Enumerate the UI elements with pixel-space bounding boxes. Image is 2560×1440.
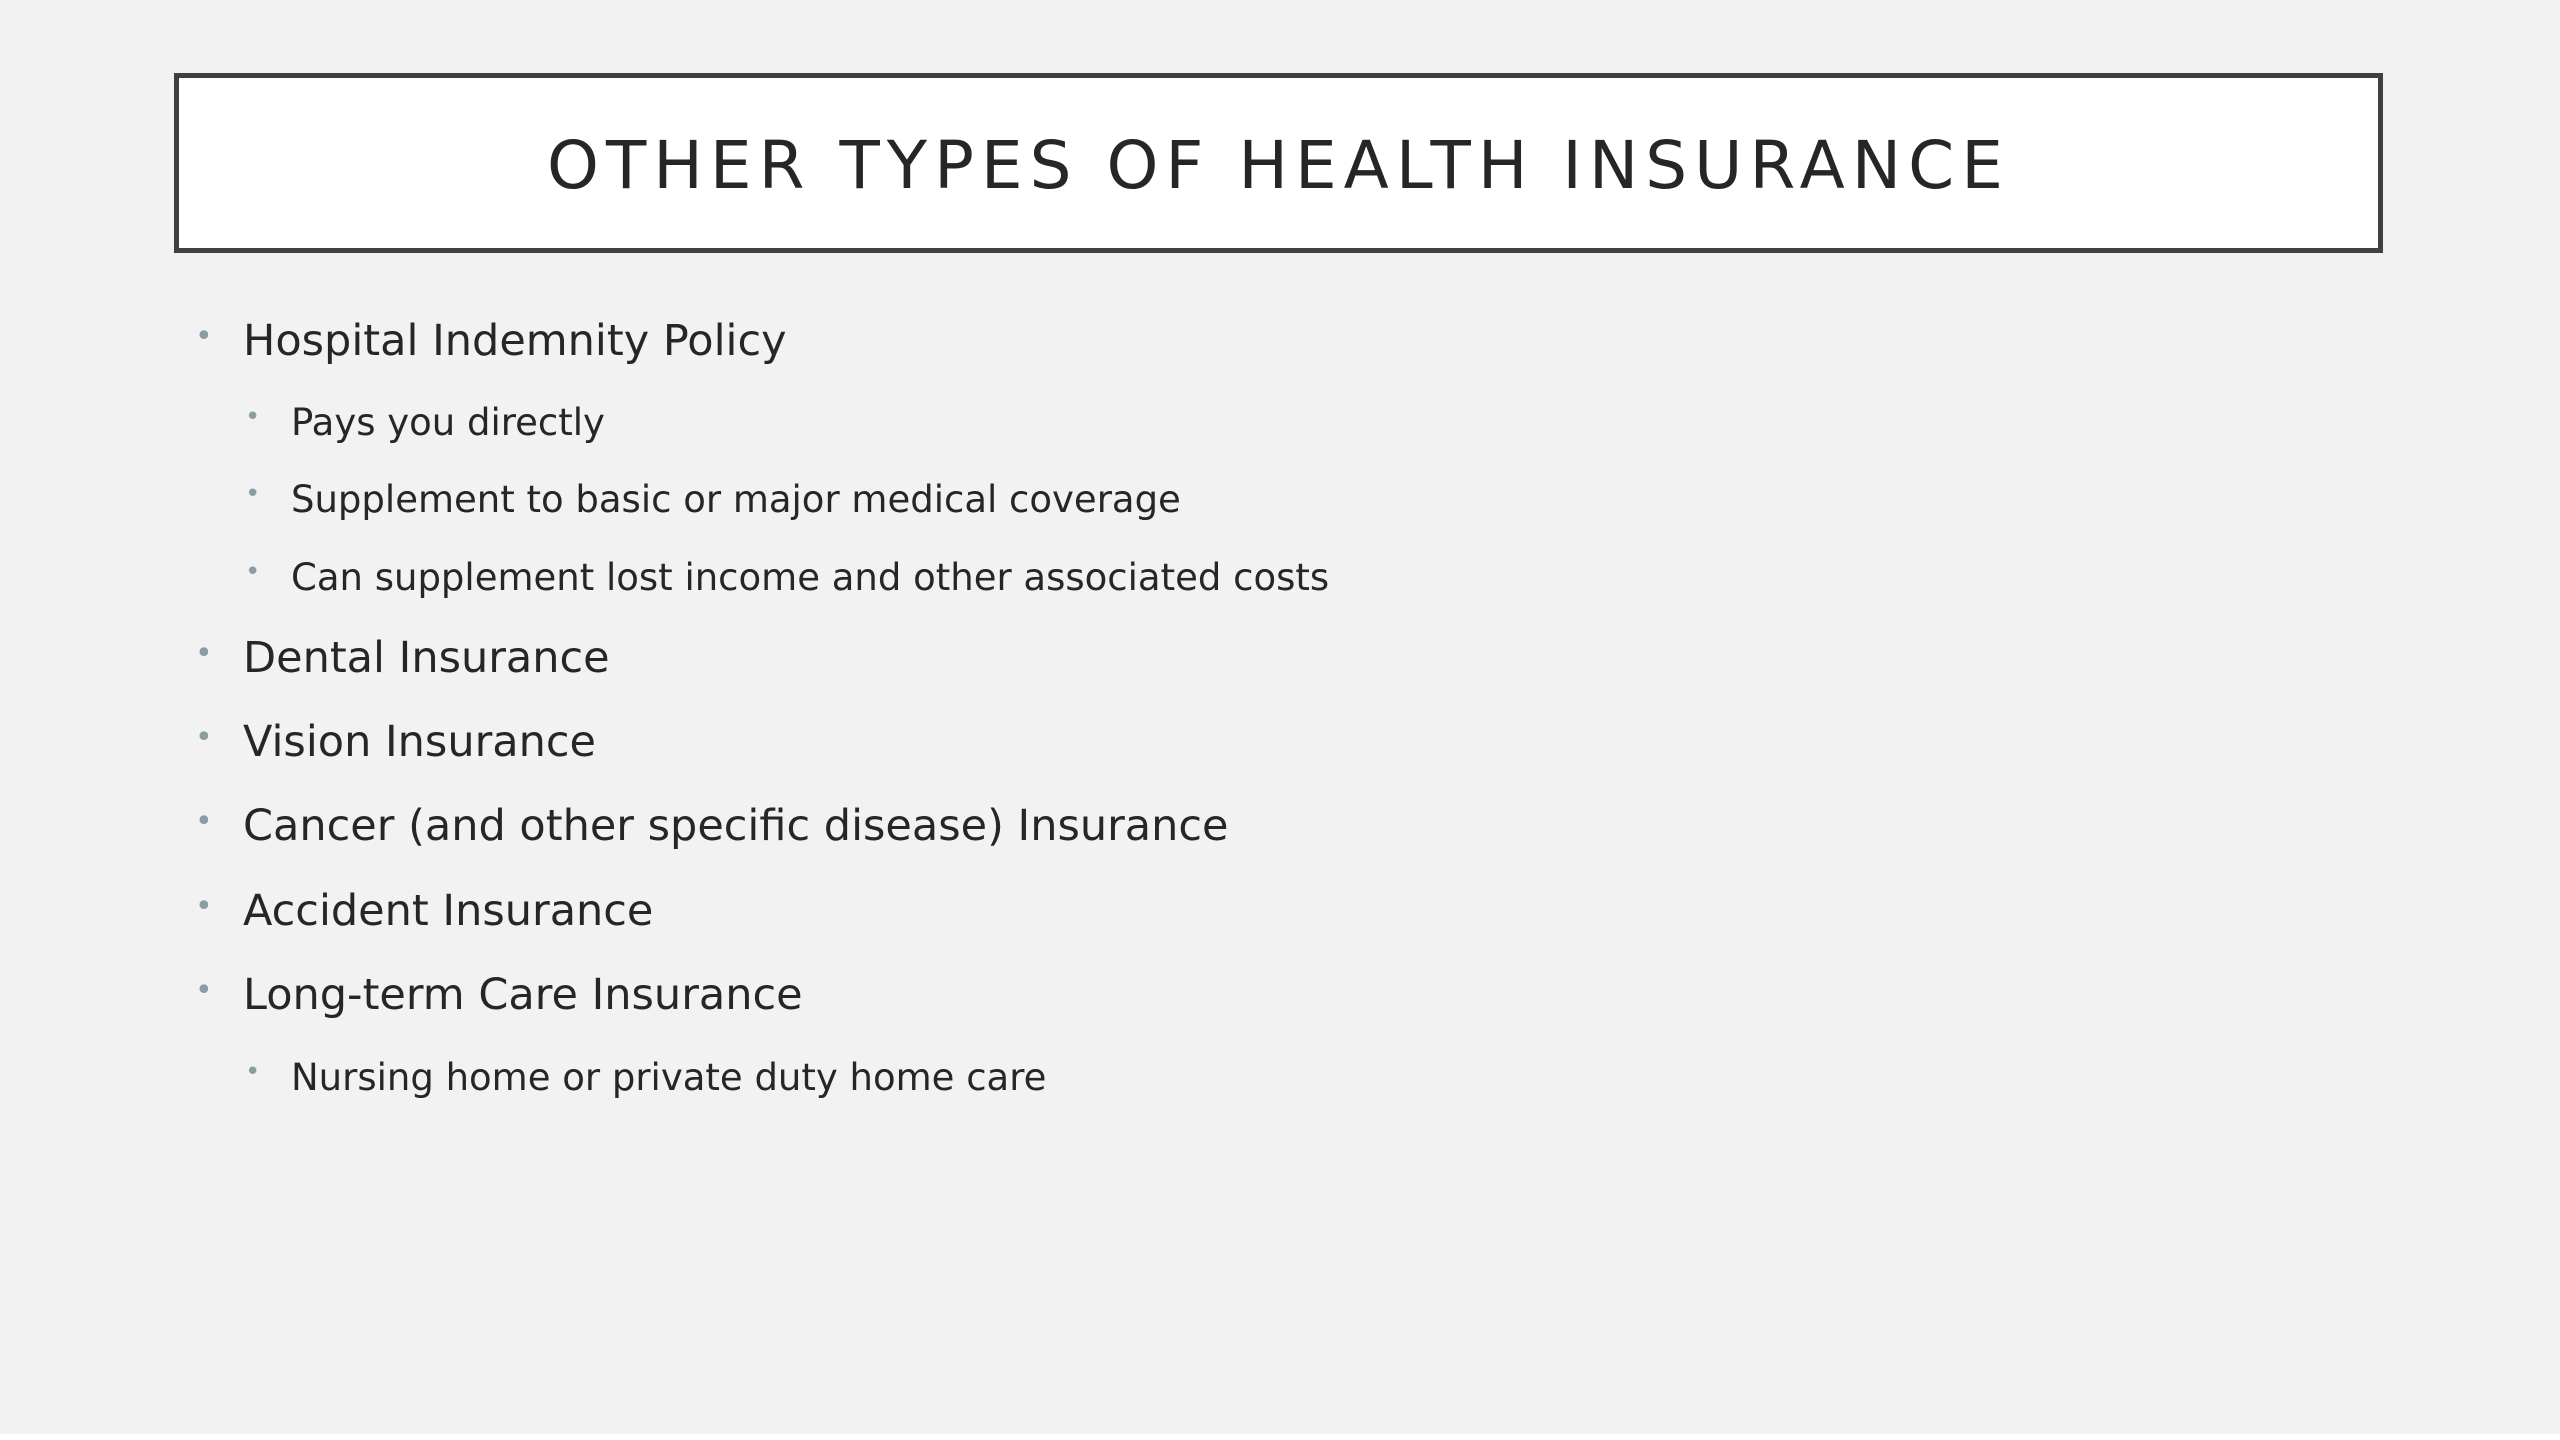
sub-bullet-supplement-coverage [245, 478, 1181, 521]
bullet-cancer-insurance [195, 801, 1229, 851]
bullet-text: Hospital Indemnity Policy [243, 316, 787, 366]
sub-bullet-nursing-home [245, 1056, 1047, 1099]
sub-bullet-icon: • [245, 557, 261, 587]
bullet-icon: • [195, 973, 213, 1008]
sub-bullet-text: Can supplement lost income and other associated costs [291, 556, 1330, 599]
bullet-icon: • [195, 889, 213, 924]
sub-bullet-text: Nursing home or private duty home care [291, 1056, 1047, 1099]
slide-title: OTHER TYPES OF HEALTH INSURANCE [547, 126, 2010, 204]
bullet-icon: • [195, 319, 213, 354]
sub-bullet-text: Pays you directly [291, 401, 605, 444]
sub-bullet-icon: • [245, 402, 261, 432]
sub-bullet-lost-income [245, 556, 1330, 599]
bullet-accident-insurance [195, 886, 654, 936]
bullet-hospital-indemnity-policy [195, 316, 787, 366]
sub-bullet-text: Supplement to basic or major medical coverage [291, 478, 1181, 521]
bullet-icon: • [195, 804, 213, 839]
bullet-vision-insurance [195, 717, 596, 767]
bullet-text: Accident Insurance [243, 886, 654, 936]
bullet-icon: • [195, 636, 213, 671]
bottom-edge [0, 1434, 2560, 1440]
sub-bullet-pays-you-directly [245, 401, 605, 444]
bullet-long-term-care-insurance [195, 970, 803, 1020]
sub-bullet-icon: • [245, 1057, 261, 1087]
bullet-icon: • [195, 720, 213, 755]
bullet-text: Vision Insurance [243, 717, 596, 767]
sub-bullet-icon: • [245, 479, 261, 509]
bullet-dental-insurance [195, 633, 610, 683]
bullet-text: Cancer (and other specific disease) Insurance [243, 801, 1229, 851]
bullet-text: Long-term Care Insurance [243, 970, 803, 1020]
bullet-text: Dental Insurance [243, 633, 610, 683]
title-box [174, 73, 2383, 253]
